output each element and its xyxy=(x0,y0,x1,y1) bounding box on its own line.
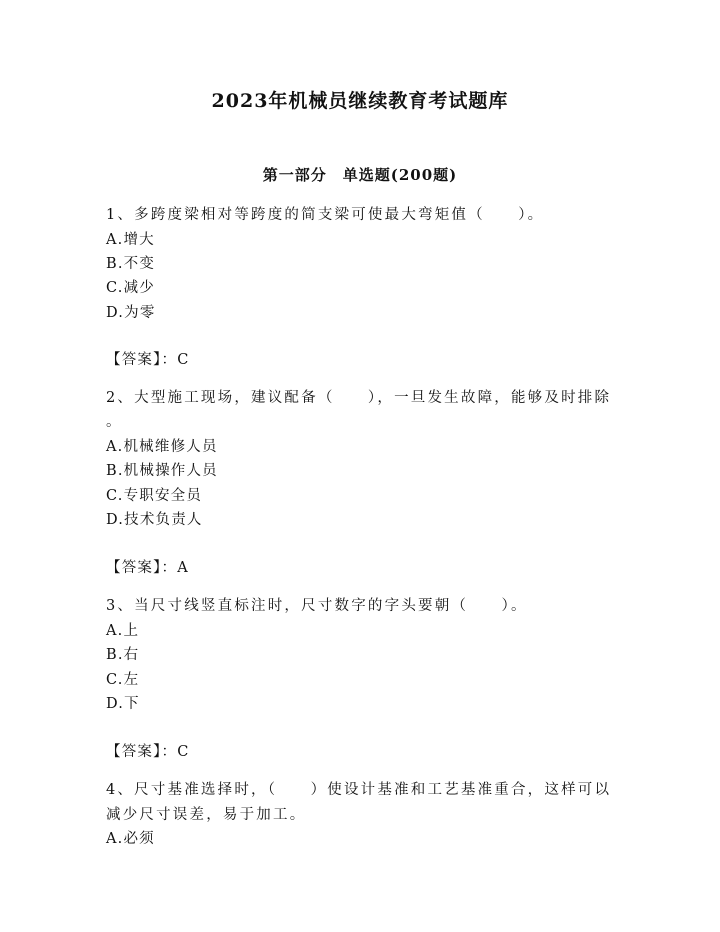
question-1-option-c: C.减少 xyxy=(106,280,155,296)
section-heading: 第一部分 单选题(200题) xyxy=(262,166,458,184)
page-title: 2023年机械员继续教育考试题库 xyxy=(211,90,509,112)
question-3-answer: 【答案】：C xyxy=(106,744,190,760)
question-2-option-d: D.技术负责人 xyxy=(106,512,203,528)
question-1-option-d: D.为零 xyxy=(106,305,156,321)
question-1-option-a: A.增大 xyxy=(106,232,155,248)
question-4-text: 4、尺寸基准选择时，（ ）使设计基准和工艺基准重合，这样可以 xyxy=(106,782,612,798)
question-3-text: 3、当尺寸线竖直标注时，尺寸数字的字头要朝（ ）。 xyxy=(106,598,528,614)
question-2-option-c: C.专职安全员 xyxy=(106,488,203,504)
question-3-option-c: C.左 xyxy=(106,672,140,688)
question-2-text-cont: 。 xyxy=(106,414,123,430)
question-2-option-a: A.机械维修人员 xyxy=(106,439,218,455)
question-1-answer: 【答案】：C xyxy=(106,352,190,368)
question-3-option-a: A.上 xyxy=(106,623,140,639)
question-2-text: 2、大型施工现场，建议配备（ ），一旦发生故障，能够及时排除 xyxy=(106,390,612,406)
question-3-option-b: B.右 xyxy=(106,647,140,663)
question-4-option-a: A.必须 xyxy=(106,831,155,847)
question-3-option-d: D.下 xyxy=(106,696,140,712)
question-1-text: 1、多跨度梁相对等跨度的简支梁可使最大弯矩值（ ）。 xyxy=(106,207,545,223)
question-2-answer: 【答案】：A xyxy=(106,560,189,576)
question-1-option-b: B.不变 xyxy=(106,256,156,272)
question-2-option-b: B.机械操作人员 xyxy=(106,463,218,479)
question-4-text-cont: 减少尺寸误差，易于加工。 xyxy=(106,807,307,823)
